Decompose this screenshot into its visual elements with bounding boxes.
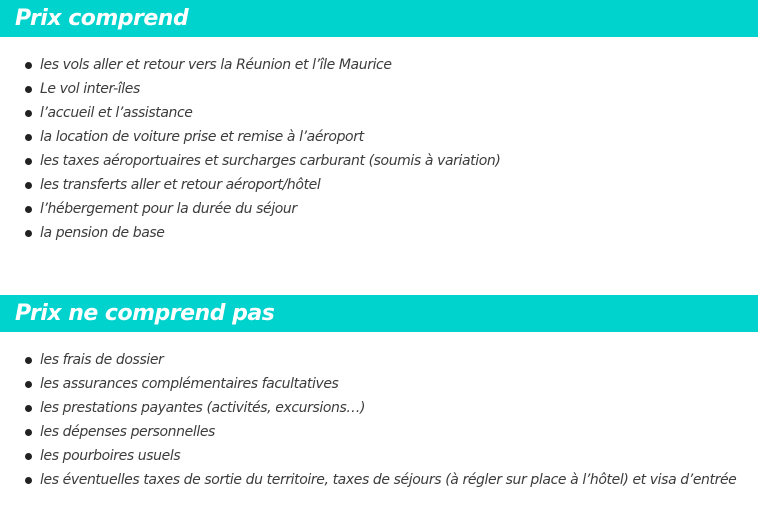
list-item: [0, 197, 758, 221]
list-item: [0, 149, 758, 173]
list-item-text: l’accueil et l’assistance: [40, 105, 193, 121]
list-item: [0, 348, 758, 372]
list-item-text: les éventuelles taxes de sortie du territoire, taxes de séjours (à régler sur place à l’hôtel) et visa d’entrée: [40, 472, 737, 488]
list-item-text: les pourboires usuels: [40, 448, 181, 464]
bullet-dot-icon: [25, 86, 32, 93]
bullet-dot-icon: [25, 206, 32, 213]
bullet-dot-icon: [25, 405, 32, 412]
bullet-dot-icon: [25, 110, 32, 117]
bullet-dot-icon: [25, 230, 32, 237]
list-item-text: la location de voiture prise et remise à l’aéroport: [40, 129, 364, 145]
section-title-included: Prix comprend: [15, 6, 189, 31]
list-item: [0, 77, 758, 101]
bullet-dot-icon: [25, 477, 32, 484]
bullet-dot-icon: [25, 381, 32, 388]
list-item-text: les transferts aller et retour aéroport/hôtel: [40, 177, 321, 193]
list-item-text: les frais de dossier: [40, 352, 164, 368]
list-item-text: les taxes aéroportuaires et surcharges carburant (soumis à variation): [40, 153, 501, 169]
list-item: [0, 372, 758, 396]
list-item-text: les assurances complémentaires facultatives: [40, 376, 339, 392]
bullet-dot-icon: [25, 134, 32, 141]
list-item: [0, 221, 758, 245]
list-item: [0, 125, 758, 149]
bullet-dot-icon: [25, 158, 32, 165]
section-header-included: [0, 0, 758, 37]
list-item: [0, 173, 758, 197]
list-item-text: l’hébergement pour la durée du séjour: [40, 201, 297, 217]
included-items-list: [0, 53, 758, 245]
list-item-text: les prestations payantes (activités, excursions…): [40, 400, 366, 416]
bullet-dot-icon: [25, 453, 32, 460]
list-item: [0, 396, 758, 420]
list-item-text: Le vol inter-îles: [40, 81, 140, 97]
section-title-excluded: Prix ne comprend pas: [15, 301, 275, 326]
bullet-dot-icon: [25, 62, 32, 69]
list-item: [0, 444, 758, 468]
list-item-text: les dépenses personnelles: [40, 424, 215, 440]
bullet-dot-icon: [25, 182, 32, 189]
section-header-excluded: [0, 295, 758, 332]
list-item: [0, 53, 758, 77]
bullet-dot-icon: [25, 357, 32, 364]
list-item: [0, 468, 758, 492]
bullet-dot-icon: [25, 429, 32, 436]
list-item-text: les vols aller et retour vers la Réunion et l’île Maurice: [40, 57, 392, 73]
list-item: [0, 420, 758, 444]
list-item: [0, 101, 758, 125]
list-item-text: la pension de base: [40, 225, 165, 241]
excluded-items-list: [0, 348, 758, 492]
